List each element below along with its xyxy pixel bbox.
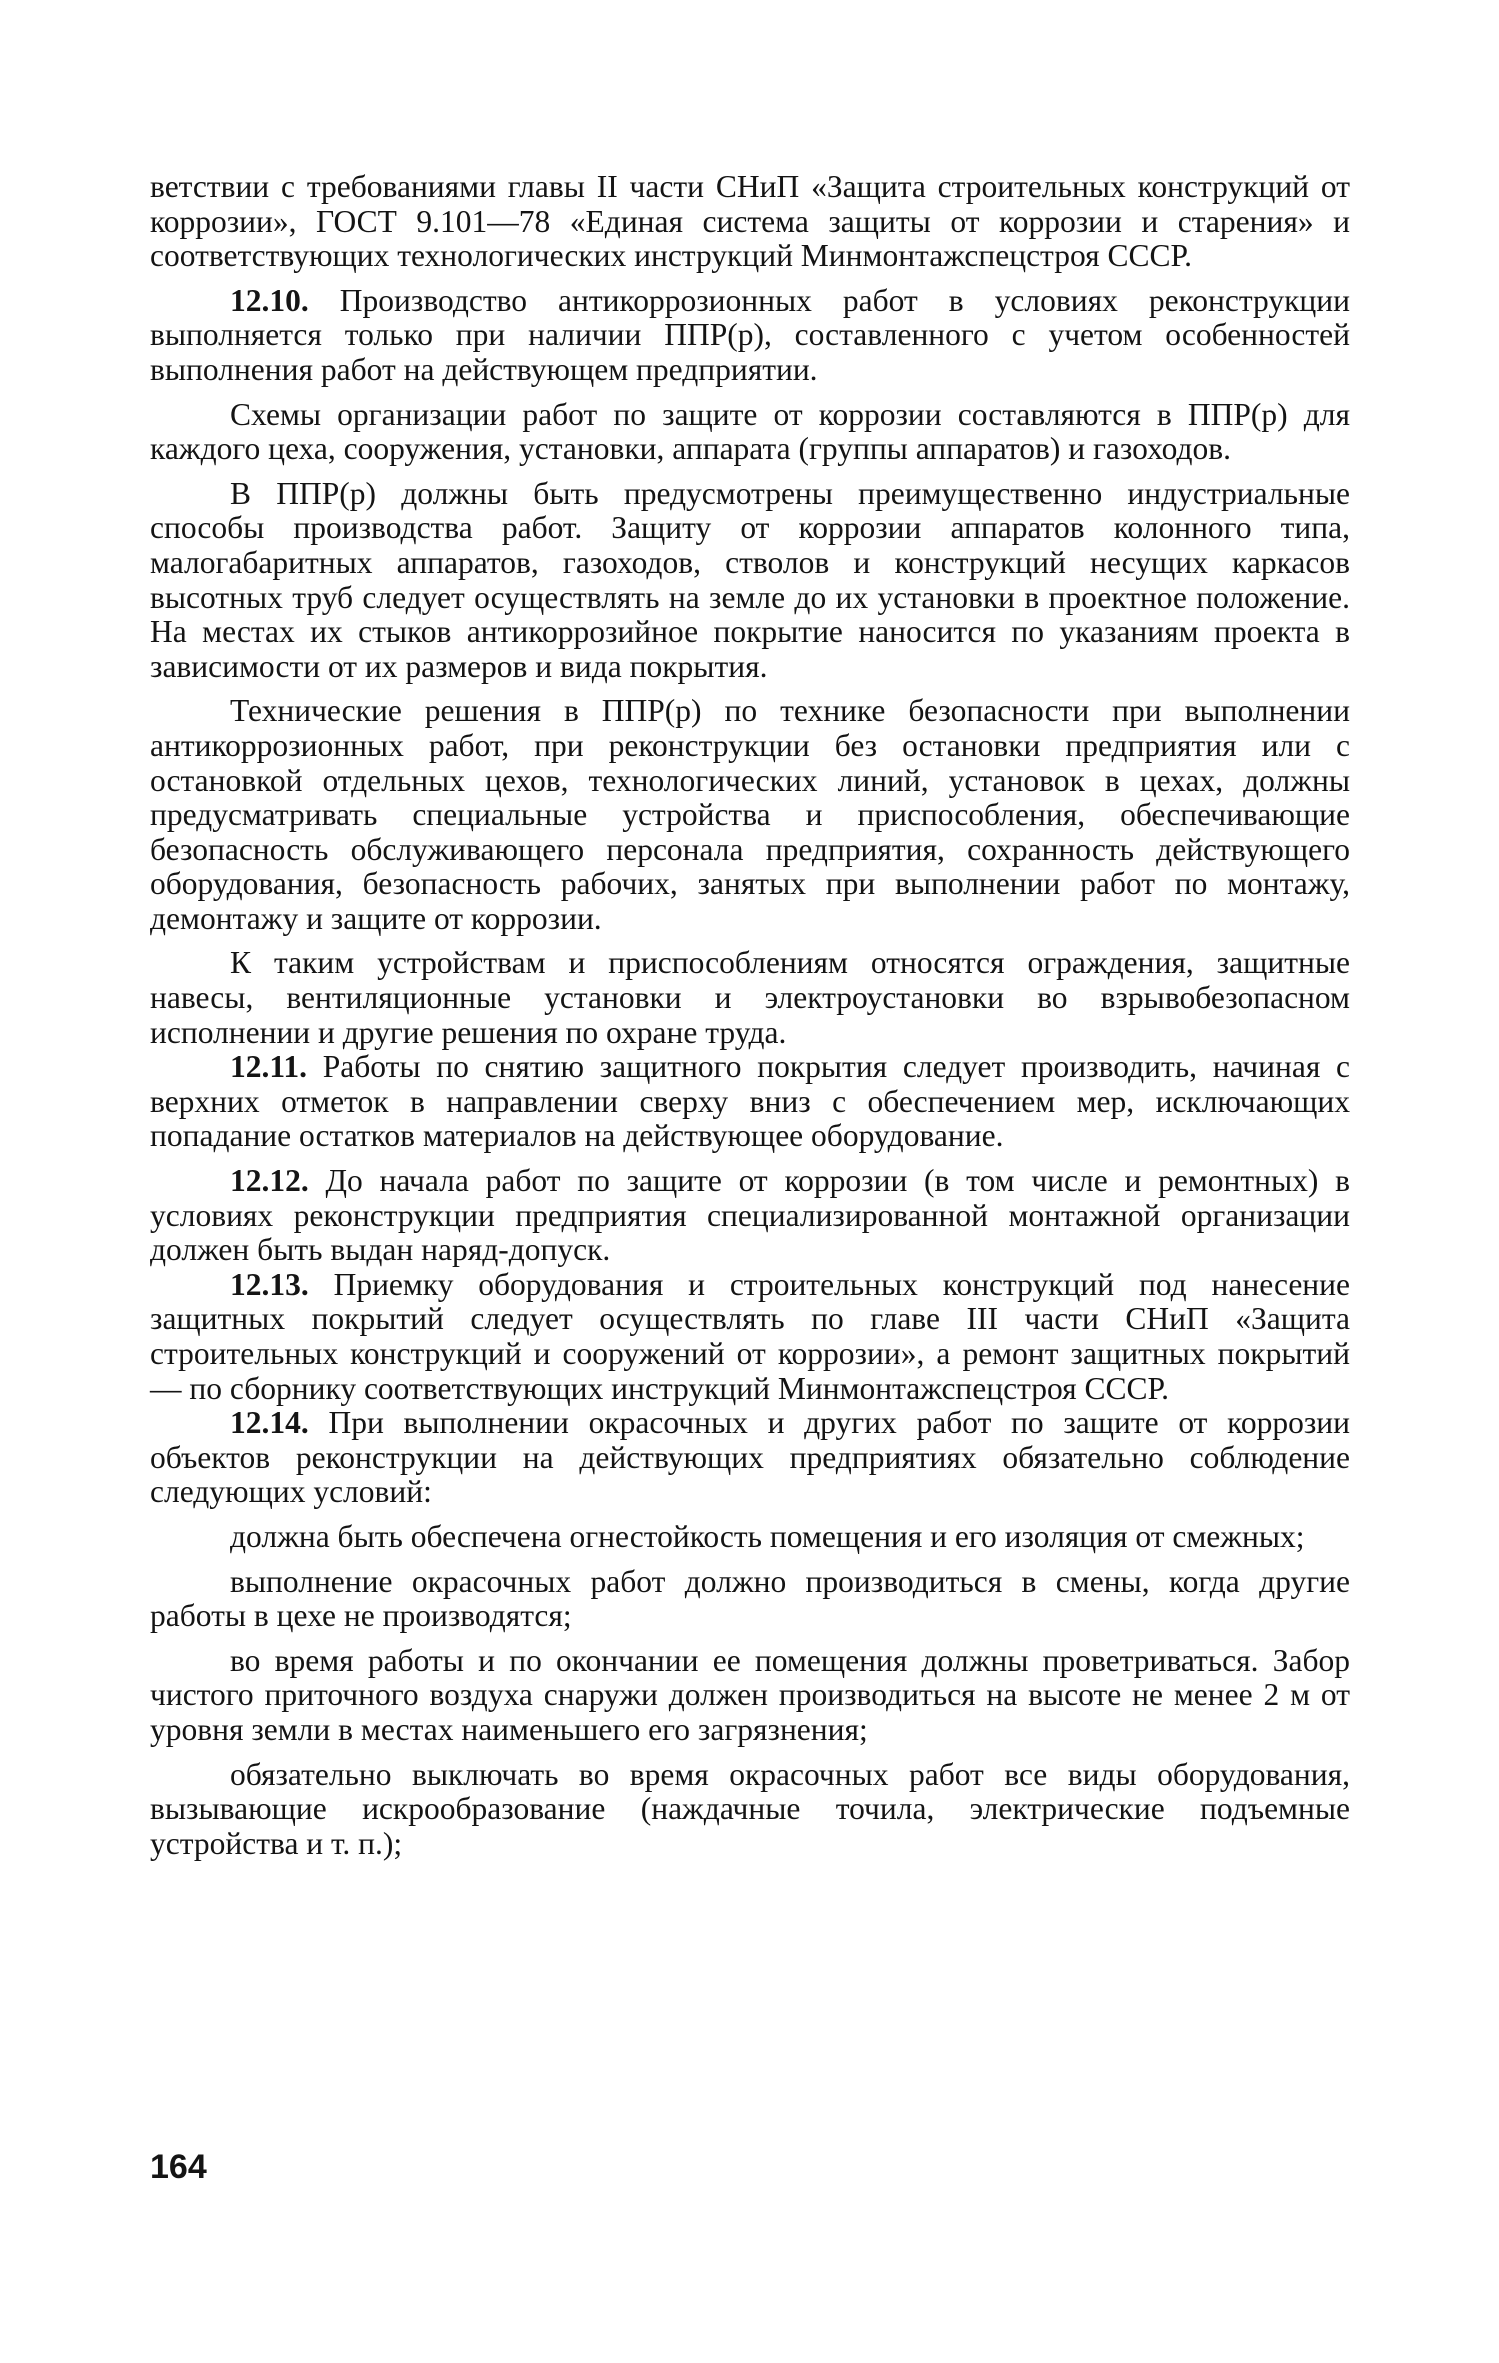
paragraph-text: Производство антикоррозионных работ в условиях реконструкции выполняется только при наличии ППР(р), составленного с учетом особенностей выполнения работ на действующем предприятии. [150,282,1350,387]
clause-number: 12.14. [230,1405,309,1441]
clause-12-11 [150,1050,1350,1154]
list-item-ventilation [150,1644,1350,1748]
clause-number: 12.10. [230,282,309,318]
paragraph-text: До начала работ по защите от коррозии (в том числе и ремонтных) в условиях реконструкции предприятия специализированной монтажной организации должен быть выдан наряд-допуск. [150,1163,1350,1268]
list-item-painting-shifts [150,1565,1350,1634]
paragraph-text: должна быть обеспечена огнестойкость помещения и его изоляция от смежных; [230,1518,1305,1554]
clause-12-10 [150,284,1350,388]
paragraph-text: во время работы и по окончании ее помещения должны проветриваться. Забор чистого приточного воздуха снаружи должен производиться на высоте не менее 2 м от уровня земли в местах наименьшего его загрязнения; [150,1642,1350,1747]
paragraph-devices [150,946,1350,1050]
paragraph-text: обязательно выключать во время окрасочных работ все виды оборудования, вызывающие искрообразование (наждачные точила, электрические подъемные устройства и т. п.); [150,1756,1350,1861]
clause-12-13 [150,1268,1350,1406]
paragraph-continuation [150,170,1350,274]
paragraph-technical-solutions [150,694,1350,936]
paragraph-schemes [150,398,1350,467]
clause-12-14 [150,1406,1350,1510]
paragraph-text: Схемы организации работ по защите от коррозии составляются в ППР(р) для каждого цеха, сооружения, установки, аппарата (группы аппаратов) и газоходов. [150,396,1350,467]
list-item-spark-equipment [150,1758,1350,1862]
clause-12-12 [150,1164,1350,1268]
paragraph-text: При выполнении окрасочных и других работ по защите от коррозии объектов реконструкции на действующих предприятиях обязательно соблюдение следующих условий: [150,1405,1350,1510]
paragraph-text: Технические решения в ППР(р) по технике безопасности при выполнении антикоррозионных работ, при реконструкции без остановки предприятия или с остановкой отдельных цехов, технологических линий, установок в цехах, должны предусматривать специальные устройства и приспособления, обеспечивающие безопасность обслуживающего персонала предприятия, сохранность действующего оборудования, безопасность рабочих, занятых при выполнении работ по монтажу, демонтажу и защите от коррозии. [150,693,1350,936]
paragraph-industrial-methods [150,477,1350,685]
paragraph-text: К таким устройствам и приспособлениям относятся ограждения, защитные навесы, вентиляционные установки и электроустановки во взрывобезопасном исполнении и другие решения по охране труда. [150,945,1350,1050]
paragraph-text: ветствии с требованиями главы II части СНиП «Защита строительных конструкций от коррозии», ГОСТ 9.101—78 «Единая система защиты от коррозии и старения» и соответствующих технологических инструкций Минмонтажспецстроя СССР. [150,169,1350,274]
paragraph-text: Приемку оборудования и строительных конструкций под нанесение защитных покрытий следует осуществлять по главе III части СНиП «Защита строительных конструкций и сооружений от коррозии», а ремонт защитных покрытий — по сборнику соответствующих инструкций Минмонтажспецстроя СССР. [150,1266,1351,1406]
paragraph-text: выполнение окрасочных работ должно производиться в смены, когда другие работы в цехе не производятся; [150,1563,1350,1634]
page-number: 164 [150,2148,207,2186]
paragraph-text: Работы по снятию защитного покрытия следует производить, начиная с верхних отметок в направлении сверху вниз с обеспечением мер, исключающих попадание остатков материалов на действующее оборудование. [150,1049,1350,1154]
document-page [150,170,1350,2250]
clause-number: 12.13. [230,1266,309,1302]
clause-number: 12.11. [230,1049,308,1085]
list-item-fire-resistance [150,1520,1350,1555]
clause-number: 12.12. [230,1163,309,1199]
paragraph-text: В ППР(р) должны быть предусмотрены преимущественно индустриальные способы производства работ. Защиту от коррозии аппаратов колонного типа, малогабаритных аппаратов, газоходов, стволов и конструкций несущих каркасов высотных труб следует осуществлять на земле до их установки в проектное положение. На местах их стыков антикоррозийное покрытие наносится по указаниям проекта в зависимости от их размеров и вида покрытия. [150,475,1350,684]
